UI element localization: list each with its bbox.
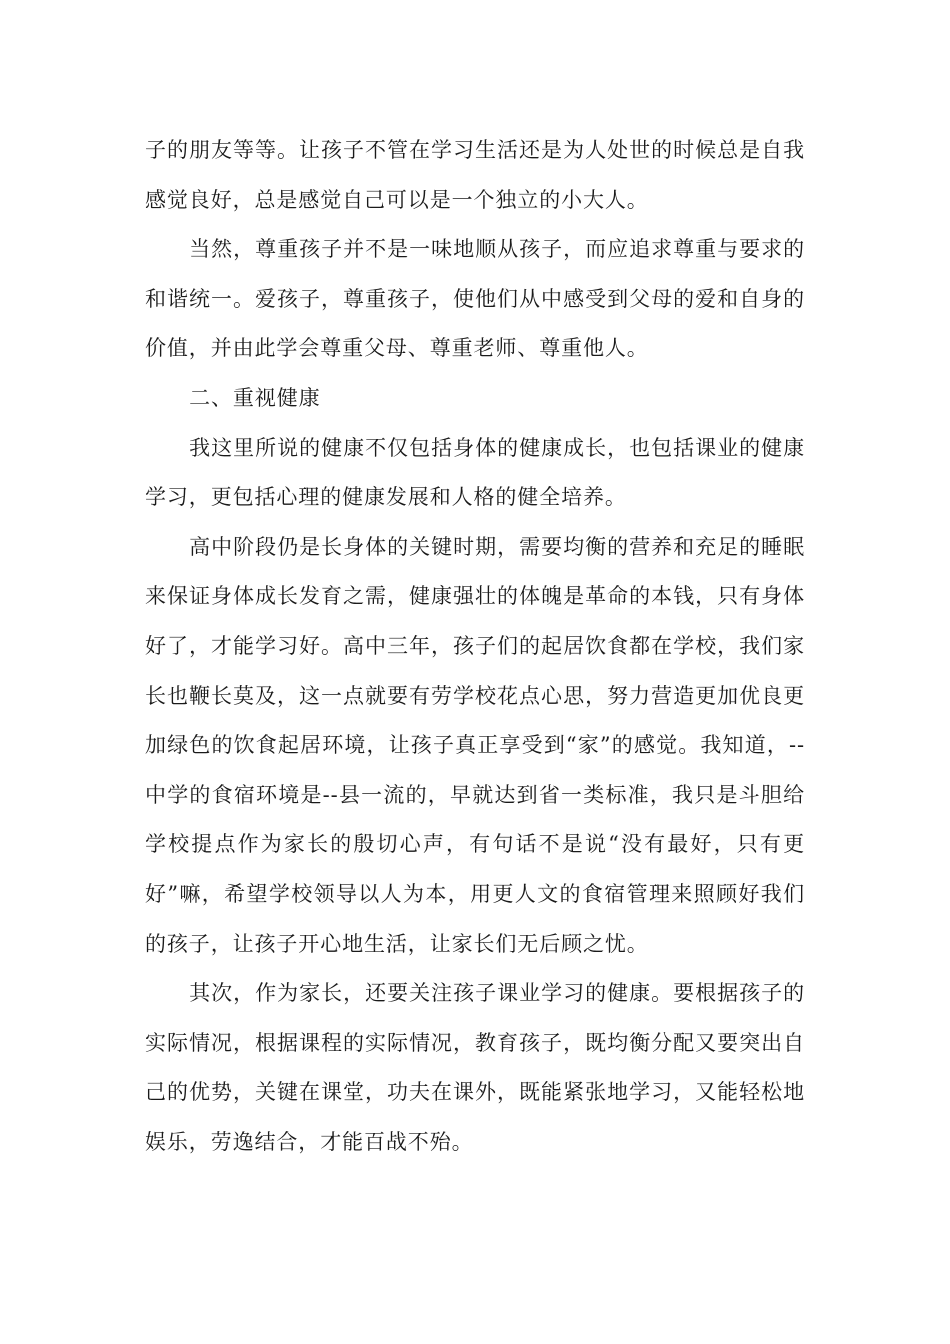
document-body — [145, 126, 805, 1167]
paragraph-respect: 当然，尊重孩子并不是一味地顺从孩子，而应追求尊重与要求的和谐统一。爱孩子，尊重孩子，使他们从中感受到父母的爱和自身的价值，并由此学会尊重父母、尊重老师、尊重他人。 — [145, 237, 805, 361]
section-heading-health: 二、重视健康 — [189, 385, 321, 410]
paragraph-health-definition: 我这里所说的健康不仅包括身体的健康成长，也包括课业的健康学习，更包括心理的健康发展和人格的健全培养。 — [145, 435, 805, 510]
paragraph-continuation: 子的朋友等等。让孩子不管在学习生活还是为人处世的时候总是自我感觉良好，总是感觉自己可以是一个独立的小大人。 — [145, 138, 805, 212]
paragraph-study-health: 其次，作为家长，还要关注孩子课业学习的健康。要根据孩子的实际情况，根据课程的实际情况，教育孩子，既均衡分配又要突出自己的优势，关键在课堂，功夫在课外，既能紧张地学习，又能轻松地娱乐，劳逸结合，才能百战不殆。 — [145, 981, 805, 1154]
paragraph-physical-health: 高中阶段仍是长身体的关键时期，需要均衡的营养和充足的睡眠来保证身体成长发育之需，健康强壮的体魄是革命的本钱，只有身体好了，才能学习好。高中三年，孩子们的起居饮食都在学校，我们家长也鞭长莫及，这一点就要有劳学校花点心思，努力营造更加优良更加绿色的饮食起居环境，让孩子真正享受到“家”的感觉。我知道，--中学的食宿环境是--县一流的，早就达到省一类标准，我只是斗胆给学校提点作为家长的殷切心声，有句话不是说“没有最好，只有更好”嘛，希望学校领导以人为本，用更人文的食宿管理来照顾好我们的孩子，让孩子开心地生活，让家长们无后顾之忧。 — [145, 534, 805, 956]
